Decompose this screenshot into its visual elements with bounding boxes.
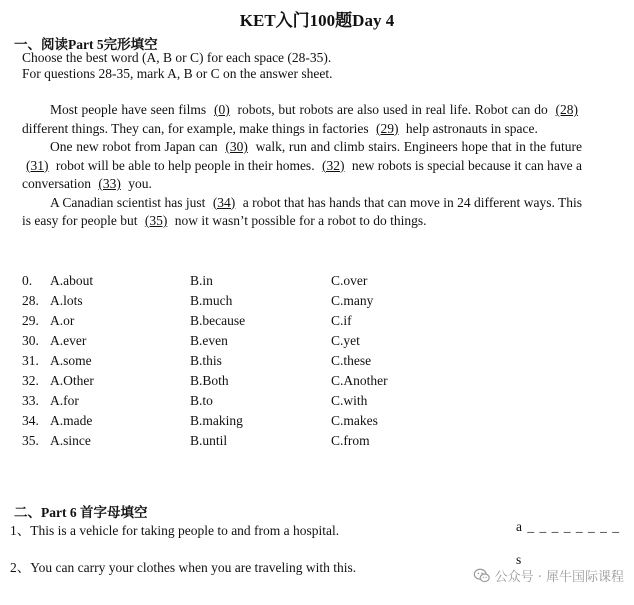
question-number: 31.	[22, 353, 39, 368]
option-b: B.this	[190, 353, 222, 368]
question-1: 1、This is a vehicle for taking people to and from a hospital.	[10, 523, 340, 538]
option-b: B.making	[190, 413, 243, 428]
option-a: A.or	[50, 313, 75, 328]
passage-paragraph-2	[22, 138, 582, 194]
blank-29: (29)	[376, 120, 399, 136]
option-a: A.some	[50, 353, 92, 368]
option-c: C.yet	[331, 333, 360, 348]
passage-text: walk, run and climb stairs. Engineers hope that in the future	[251, 139, 582, 154]
question-number: 29.	[22, 313, 39, 328]
passage-text: robots, but robots are also used in real life. Robot can do	[233, 102, 552, 117]
blank-28: (28)	[555, 102, 578, 117]
reading-passage	[22, 101, 582, 231]
option-row	[22, 273, 442, 293]
passage-text: robot will be able to help people in their homes.	[52, 157, 318, 173]
option-c: C.these	[331, 353, 372, 368]
option-c: C.many	[331, 293, 374, 308]
option-row	[22, 373, 442, 393]
passage-paragraph-1	[22, 101, 582, 138]
option-row	[22, 333, 442, 353]
option-a: A.ever	[50, 333, 87, 348]
answer-blank-1: a _ _ _ _ _ _ _ _	[516, 519, 620, 534]
option-row	[22, 313, 442, 333]
section1-heading: 一、阅读Part 5完形填空	[14, 37, 158, 52]
passage-text: A Canadian scientist has just	[50, 194, 209, 210]
option-row	[22, 293, 442, 313]
watermark	[473, 566, 624, 585]
option-row	[22, 393, 442, 413]
blank-35: (35)	[144, 213, 168, 228]
option-row	[22, 413, 442, 433]
answer-blank-2: s	[516, 552, 523, 567]
blank-30: (30)	[225, 139, 248, 154]
option-b: B.much	[190, 293, 233, 308]
option-c: C.makes	[331, 413, 378, 428]
option-a: A.lots	[50, 293, 83, 308]
option-a: A.about	[50, 273, 94, 288]
option-c: C.with	[331, 393, 368, 408]
option-c: C.if	[331, 313, 352, 328]
question-number: 0.	[22, 273, 33, 288]
option-a: A.since	[50, 433, 91, 448]
question-number: 35.	[22, 433, 39, 448]
question-number: 33.	[22, 393, 39, 408]
instruction-line-2: For questions 28-35, mark A, B or C on the answer sheet.	[22, 66, 333, 81]
option-c: C.from	[331, 433, 370, 448]
question-2: 2、You can carry your clothes when you are traveling with this.	[10, 560, 357, 575]
blank-0: (0)	[213, 102, 230, 117]
options-list	[22, 273, 442, 453]
section2-heading: 二、Part 6 首字母填空	[14, 505, 148, 520]
blank-34: (34)	[212, 194, 236, 210]
question-number: 34.	[22, 413, 39, 428]
passage-text: One new robot from Japan can	[50, 139, 222, 154]
blank-32: (32)	[321, 157, 345, 173]
option-a: A.Other	[50, 373, 94, 388]
option-a: A.for	[50, 393, 79, 408]
question-number: 28.	[22, 293, 39, 308]
passage-paragraph-3	[22, 194, 582, 231]
watermark-text: 公众号 · 犀牛国际课程	[494, 570, 624, 585]
blank-33: (33)	[98, 176, 121, 191]
option-c: C.Another	[331, 373, 388, 388]
option-row	[22, 433, 442, 453]
option-b: B.Both	[190, 373, 229, 388]
question-number: 32.	[22, 373, 39, 388]
option-a: A.made	[50, 413, 93, 428]
option-b: B.because	[190, 313, 246, 328]
blank-31: (31)	[26, 157, 49, 173]
passage-text: new robots is special because it can have a conversation	[22, 157, 582, 191]
passage-text: help astronauts in space.	[402, 120, 538, 136]
passage-text: you.	[124, 176, 152, 191]
passage-text: Most people have seen films	[50, 102, 210, 117]
option-b: B.even	[190, 333, 228, 348]
option-c: C.over	[331, 273, 368, 288]
option-b: B.until	[190, 433, 228, 448]
option-b: B.to	[190, 393, 213, 408]
option-row	[22, 353, 442, 373]
instruction-line-1: Choose the best word (A, B or C) for each space (28-35).	[22, 50, 332, 65]
page-title: KET入门100题Day 4	[239, 11, 395, 30]
wechat-icon	[473, 567, 491, 585]
passage-text: a robot that has hands that can move in 24 different ways. This is easy for people but	[22, 194, 582, 228]
option-b: B.in	[190, 273, 213, 288]
question-number: 30.	[22, 333, 39, 348]
passage-text: different things. They can, for example, make things in factories	[22, 120, 373, 136]
passage-text: now it wasn’t possible for a robot to do things.	[171, 213, 427, 228]
